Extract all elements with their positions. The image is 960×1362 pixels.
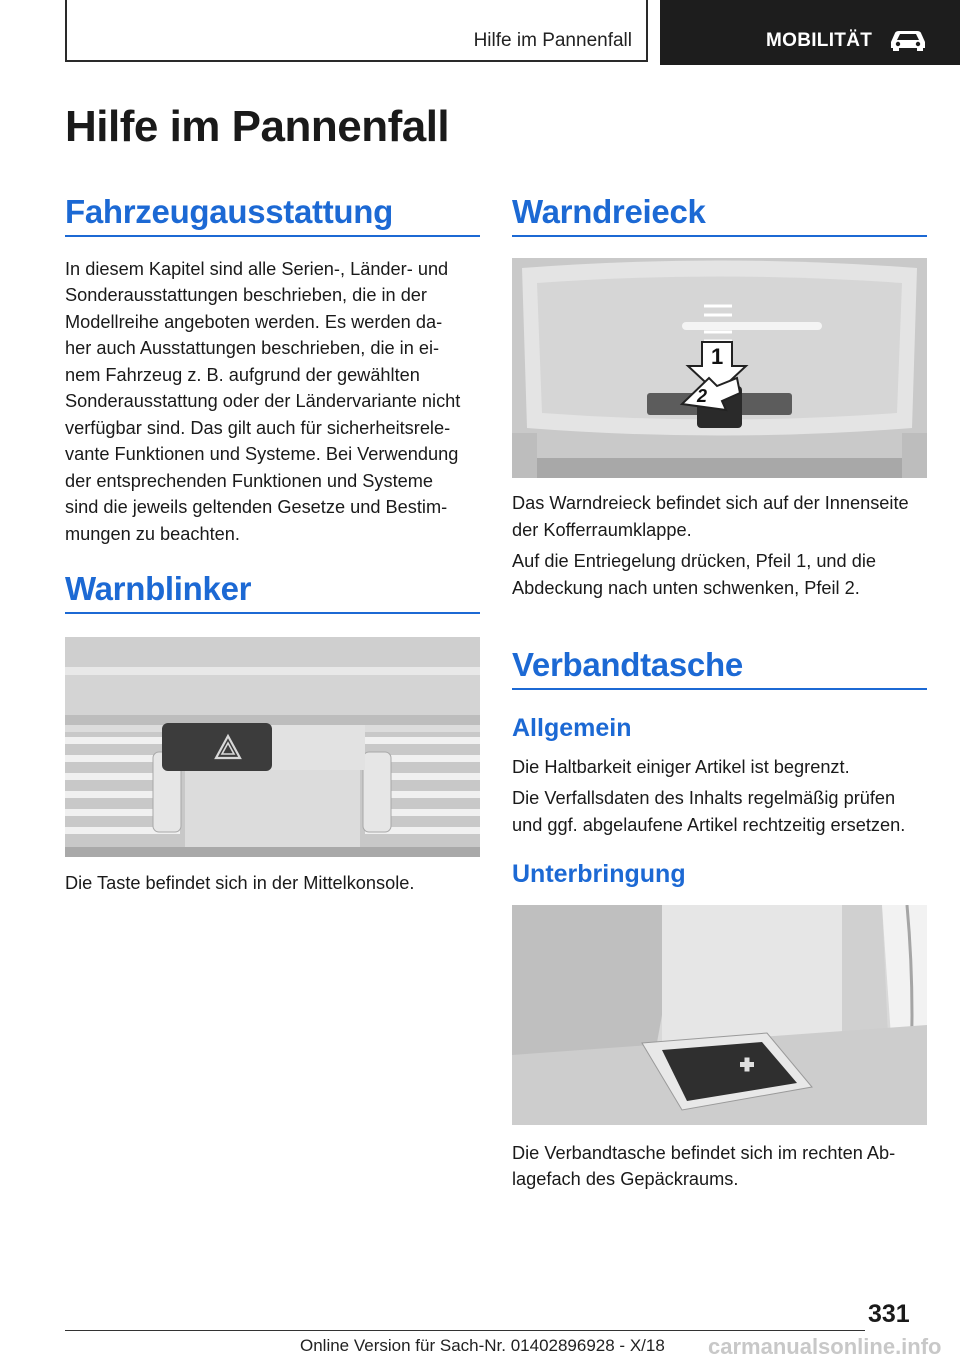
online-version-text: Online Version für Sach-Nr. 01402896928 - X/18 — [300, 1336, 665, 1355]
text-line: Modellreihe angeboten werden. Es werden da- — [65, 312, 443, 332]
text-line: Auf die Entriegelung drücken, Pfeil 1, und die — [512, 551, 876, 571]
page-number: 331 — [868, 1300, 910, 1328]
watermark: carmanualsonline.info — [708, 1334, 942, 1359]
text-line: vante Funktionen und Systeme. Bei Verwendung — [65, 444, 459, 464]
heading-warndreieck: Warndreieck — [512, 193, 706, 230]
warnblinker-photo — [65, 637, 480, 857]
text-line: Sonderausstattung oder der Ländervariante nicht — [65, 391, 461, 411]
header-chapter-tab — [65, 0, 648, 62]
text-line: Die Haltbarkeit einiger Artikel ist begrenzt. — [512, 757, 850, 777]
text-line: verfügbar sind. Das gilt auch für sicherheitsrele- — [65, 418, 451, 438]
heading-fahrzeugausstattung: Fahrzeugausstattung — [65, 193, 393, 230]
header-section-label: MOBILITÄT — [766, 30, 873, 51]
warndreieck-photo — [512, 258, 927, 478]
page-title: Hilfe im Pannenfall — [65, 102, 450, 151]
text-line: sind die jeweils geltenden Gesetze und Bestim- — [65, 497, 448, 517]
text-line: der entsprechenden Funktionen und Systeme — [65, 471, 434, 491]
heading-unterbringung: Unterbringung — [512, 860, 686, 888]
heading-allgemein: Allgemein — [512, 714, 632, 742]
text-line: Die Verbandtasche befindet sich im rechten Ab- — [512, 1143, 896, 1163]
text-line: mungen zu beachten. — [65, 524, 240, 544]
arrow-label-1: 1 — [711, 344, 724, 369]
text-line: nem Fahrzeug z. B. aufgrund der gewählten — [65, 365, 420, 385]
warnblinker-caption: Die Taste befindet sich in der Mittelkonsole. — [65, 873, 415, 893]
heading-rule — [65, 612, 480, 614]
header-section-tab — [660, 0, 960, 65]
text-line: lagefach des Gepäckraums. — [512, 1169, 739, 1189]
heading-rule — [65, 235, 480, 237]
text-line: Sonderausstattungen beschrieben, die in der — [65, 285, 427, 305]
heading-verbandtasche: Verbandtasche — [512, 646, 743, 683]
car-icon — [888, 28, 928, 52]
verbandtasche-photo — [512, 905, 927, 1125]
text-line: her auch Ausstattungen beschrieben, die in ei- — [65, 338, 440, 358]
text-line: Die Verfallsdaten des Inhalts regelmäßig prüfen — [512, 788, 896, 808]
heading-warnblinker: Warnblinker — [65, 570, 252, 607]
text-line: Das Warndreieck befindet sich auf der Innenseite — [512, 493, 909, 513]
text-line: der Kofferraumklappe. — [512, 520, 692, 540]
footer-rule — [65, 1330, 865, 1331]
text-line: In diesem Kapitel sind alle Serien-, Länder- und — [65, 259, 449, 279]
heading-rule — [512, 235, 927, 237]
heading-rule — [512, 688, 927, 690]
text-line: und ggf. abgelaufene Artikel rechtzeitig ersetzen. — [512, 815, 906, 835]
arrow-label-2: 2 — [697, 386, 708, 406]
header-chapter-label: Hilfe im Pannenfall — [473, 30, 632, 51]
text-line: Abdeckung nach unten schwenken, Pfeil 2. — [512, 578, 860, 598]
